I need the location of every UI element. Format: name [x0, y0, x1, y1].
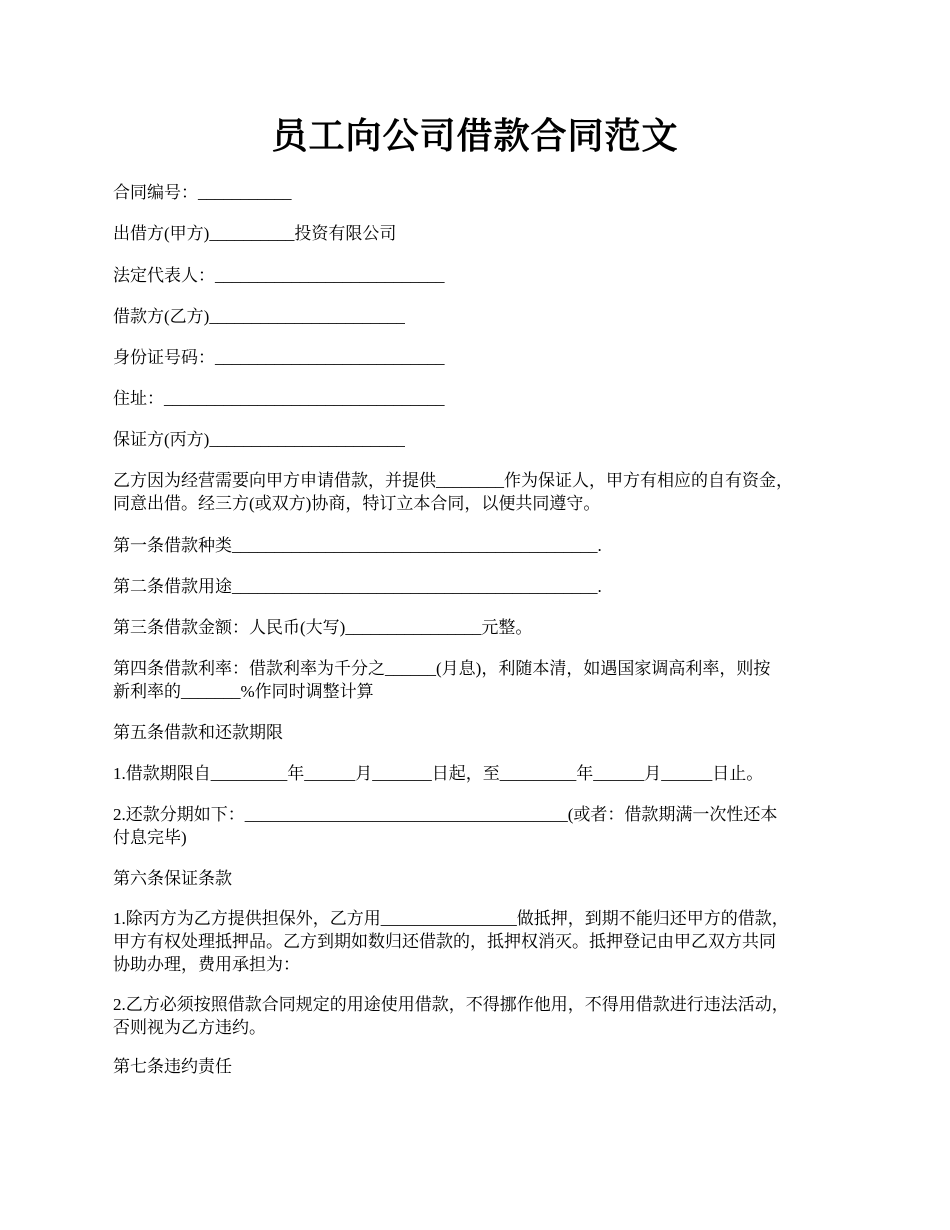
- article-1-loan-type: 第一条借款种类___________________________________________.: [113, 536, 602, 555]
- article-5-clause-1: 1.借款期限自_________年______月_______日起，至_________年______月______日止。: [113, 764, 764, 783]
- document-title: 员工向公司借款合同范文: [271, 116, 679, 156]
- article-4-interest-rate: 第四条借款利率：借款利率为千分之______(月息)，利随本清，如遇国家调高利率，则按 新利率的_______%作同时调整计算: [113, 659, 771, 701]
- lender-party: 出借方(甲方)__________投资有限公司: [113, 224, 397, 243]
- article-3-loan-amount: 第三条借款金额：人民币(大写)________________元整。: [113, 618, 533, 637]
- article-5-heading: 第五条借款和还款期限: [113, 723, 283, 742]
- article-7-heading: 第七条违约责任: [113, 1057, 232, 1076]
- legal-representative: 法定代表人：___________________________: [113, 266, 445, 285]
- article-5-clause-2: 2.还款分期如下：______________________________________(或者：借款期满一次性还本 付息完毕): [113, 805, 778, 847]
- borrower-party: 借款方(乙方)_______________________: [113, 307, 405, 326]
- contract-number: 合同编号：___________: [113, 183, 292, 202]
- article-6-clause-2: 2.乙方必须按照借款合同规定的用途使用借款，不得挪作他用，不得用借款进行违法活动， 否则视为乙方违约。: [113, 995, 789, 1037]
- id-number: 身份证号码：___________________________: [113, 348, 445, 367]
- preamble-paragraph: 乙方因为经营需要向甲方申请借款，并提供________作为保证人，甲方有相应的自有资金， 同意出借。经三方(或双方)协商，特订立本合同，以便共同遵守。: [113, 471, 793, 513]
- article-6-clause-1: 1.除丙方为乙方提供担保外，乙方用________________做抵押，到期不能归还甲方的借款， 甲方有权处理抵押品。乙方到期如数归还借款的，抵押权消灭。抵押登记由甲乙双方共同 协助办理，费用承担为：: [113, 909, 789, 974]
- address: 住址：_________________________________: [113, 389, 445, 408]
- article-2-loan-purpose: 第二条借款用途___________________________________________.: [113, 577, 602, 596]
- article-6-heading: 第六条保证条款: [113, 869, 232, 888]
- guarantor-party: 保证方(丙方)_______________________: [113, 430, 405, 449]
